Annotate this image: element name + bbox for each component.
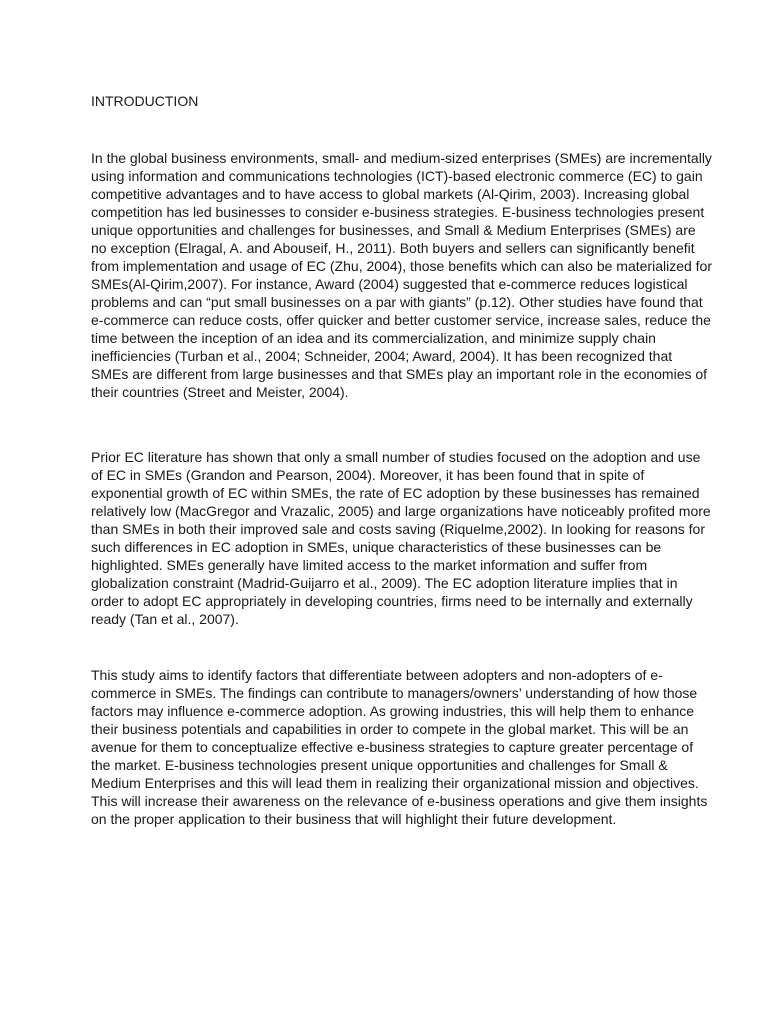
section-heading: INTRODUCTION [91, 93, 199, 109]
paragraph-3: This study aims to identify factors that differentiate between adopters and non-adopters of e-commerce in SMEs. The findings can contribute to managers/owners’ understanding of how those factors may influence e-commerce adoption. As growing industries, this will help them to enhance their business potentials and capabilities in order to compete in the global market. This will be an avenue for them to conceptualize effective e-business strategies to capture greater percentage of the market. E-business technologies present unique opportunities and challenges for Small & Medium Enterprises and this will lead them in realizing their organizational mission and objectives. This will increase their awareness on the relevance of e-business operations and give them insights on the proper application to their business that will highlight their future development. [91, 667, 708, 827]
paragraph-1: In the global business environments, small- and medium-sized enterprises (SMEs) are incrementally using information and communications technologies (ICT)-based electronic commerce (EC) to gain competitive advantages and to have access to global markets (Al-Qirim, 2003). Increasing global competition has led businesses to consider e-business strategies. E-business technologies present unique opportunities and challenges for businesses, and Small & Medium Enterprises (SMEs) are no exception (Elragal, A. and Abouseif, H., 2011). Both buyers and sellers can significantly benefit from implementation and usage of EC (Zhu, 2004), those benefits which can also be materialized for SMEs(Al-Qirim,2007). For instance, Award (2004) suggested that e-commerce reduces logistical problems and can “put small businesses on a par with giants” (p.12). Other studies have found that e-commerce can reduce costs, offer quicker and better customer service, increase sales, reduce the time between the inception of an idea and its commercialization, and minimize supply chain inefficiencies (Turban et al., 2004; Schneider, 2004; Award, 2004). It has been recognized that SMEs are different from large businesses and that SMEs play an important role in the economies of their countries (Street and Meister, 2004). [91, 150, 712, 400]
paragraph-2: Prior EC literature has shown that only a small number of studies focused on the adoption and use of EC in SMEs (Grandon and Pearson, 2004). Moreover, it has been found that in spite of exponential growth of EC within SMEs, the rate of EC adoption by these businesses has remained relatively low (MacGregor and Vrazalic, 2005) and large organizations have noticeably profited more than SMEs in both their improved sale and costs saving (Riquelme,2002). In looking for reasons for such differences in EC adoption in SMEs, unique characteristics of these businesses can be highlighted. SMEs generally have limited access to the market information and suffer from globalization constraint (Madrid-Guijarro et al., 2009). The EC adoption literature implies that in order to adopt EC appropriately in developing countries, firms need to be internally and externally ready (Tan et al., 2007). [91, 449, 711, 627]
